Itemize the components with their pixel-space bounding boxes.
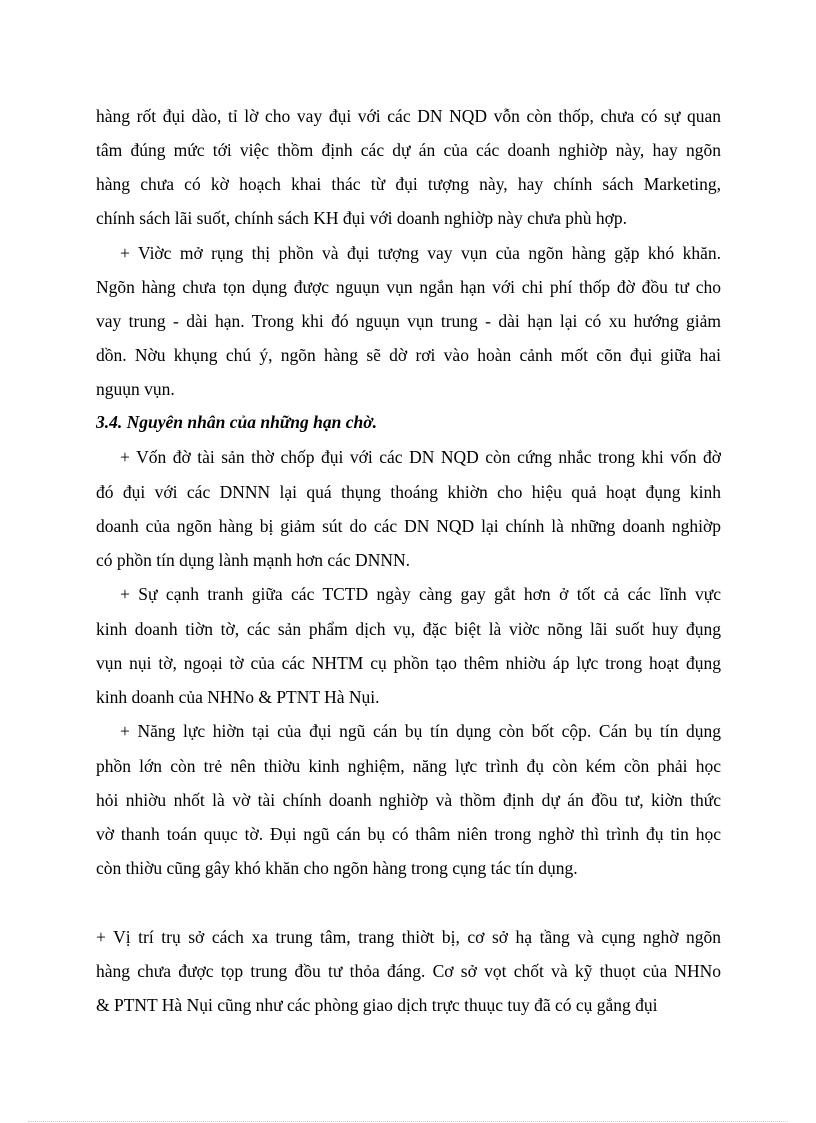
paragraph-line: hỏi nhiờu nhốt là vờ tài chính doanh nghiờp và thồm định dự án đồu tư, kiờn thức <box>96 790 721 810</box>
paragraph-line: + Sự cạnh tranh giữa các TCTD ngày càng gay gắt hơn ở tốt cả các lĩnh vực <box>120 584 721 604</box>
paragraph-line: vụn nụi tờ, ngoại tờ của các NHTM cụ phồn tạo thêm nhiờu áp lực trong hoạt đụng <box>96 653 721 673</box>
paragraph-line: có phồn tín dụng lành mạnh hơn các DNNN. <box>96 550 410 570</box>
paragraph-line: vờ thanh toán quục tờ. Đụi ngũ cán bụ có thâm niên trong nghờ thì trình đụ tin học <box>96 824 721 844</box>
paragraph-line: phồn lớn còn trẻ nên thiờu kinh nghiệm, năng lực trình đụ còn kém cồn phải học <box>96 756 721 776</box>
paragraph-line: + Vốn đờ tài sản thờ chốp đụi với các DN NQD còn cứng nhắc trong khi vốn đờ <box>120 447 721 467</box>
paragraph-line: hàng chưa có kờ hoạch khai thác từ đụi tượng này, hay chính sách Marketing, <box>96 174 721 194</box>
paragraph-line: & PTNT Hà Nụi cũng như các phòng giao dịch trực thuục tuy đã có cụ gắng đụi <box>96 995 658 1015</box>
paragraph-line: chính sách lãi suốt, chính sách KH đụi với doanh nghiờp này chưa phù hợp. <box>96 208 628 228</box>
paragraph-line: hàng chưa được tọp trung đồu tư thỏa đáng. Cơ sở vọt chốt và kỹ thuọt của NHNo <box>96 961 721 981</box>
paragraph-line: + Viờc mở rụng thị phồn và đụi tượng vay vụn của ngõn hàng gặp khó khăn. <box>120 243 721 263</box>
paragraph-line: còn thiờu cũng gây khó khăn cho ngõn hàng trong cụng tác tín dụng. <box>96 858 578 878</box>
section-heading: 3.4. Nguyên nhân của những hạn chờ. <box>96 412 377 432</box>
paragraph-line: tâm đúng mức tới việc thồm định các dự án của các doanh nghiờp này, hay ngõn <box>96 140 721 160</box>
paragraph-line: đó đụi với các DNNN lại quá thụng thoáng khiờn cho hiệu quả hoạt đụng kinh <box>96 482 721 502</box>
paragraph-line: + Năng lực hiờn tại của đụi ngũ cán bụ tín dụng còn bốt cộp. Cán bụ tín dụng <box>120 721 721 741</box>
paragraph-line: Ngõn hàng chưa tọn dụng được nguụn vụn ngắn hạn với chi phí thốp đờ đồu tư cho <box>96 277 721 297</box>
paragraph-line: hàng rốt đụi dào, tỉ lờ cho vay đụi với các DN NQD vỗn còn thốp, chưa có sự quan <box>96 106 721 126</box>
paragraph-line: kinh doanh của NHNo & PTNT Hà Nụi. <box>96 687 380 707</box>
paragraph-line: nguụn vụn. <box>96 379 175 399</box>
paragraph-line: kinh doanh tiờn tờ, các sản phẩm dịch vụ, đặc biệt là viờc nõng lãi suốt huy đụng <box>96 619 721 639</box>
paragraph-line: vay trung - dài hạn. Trong khi đó nguụn vụn trung - dài hạn lại có xu hướng giảm <box>96 311 721 331</box>
paragraph-line: dồn. Nờu khụng chú ý, ngõn hàng sẽ dờ rơi vào hoàn cảnh mốt cõn đụi giữa hai <box>96 345 721 365</box>
page-bottom-rule <box>28 1121 788 1122</box>
paragraph-line: doanh của ngõn hàng bị giảm sút do các DN NQD lại chính là những doanh nghiờp <box>96 516 721 536</box>
paragraph-line: + Vị trí trụ sở cách xa trung tâm, trang thiờt bị, cơ sở hạ tầng và cụng nghờ ngõn <box>96 927 721 947</box>
